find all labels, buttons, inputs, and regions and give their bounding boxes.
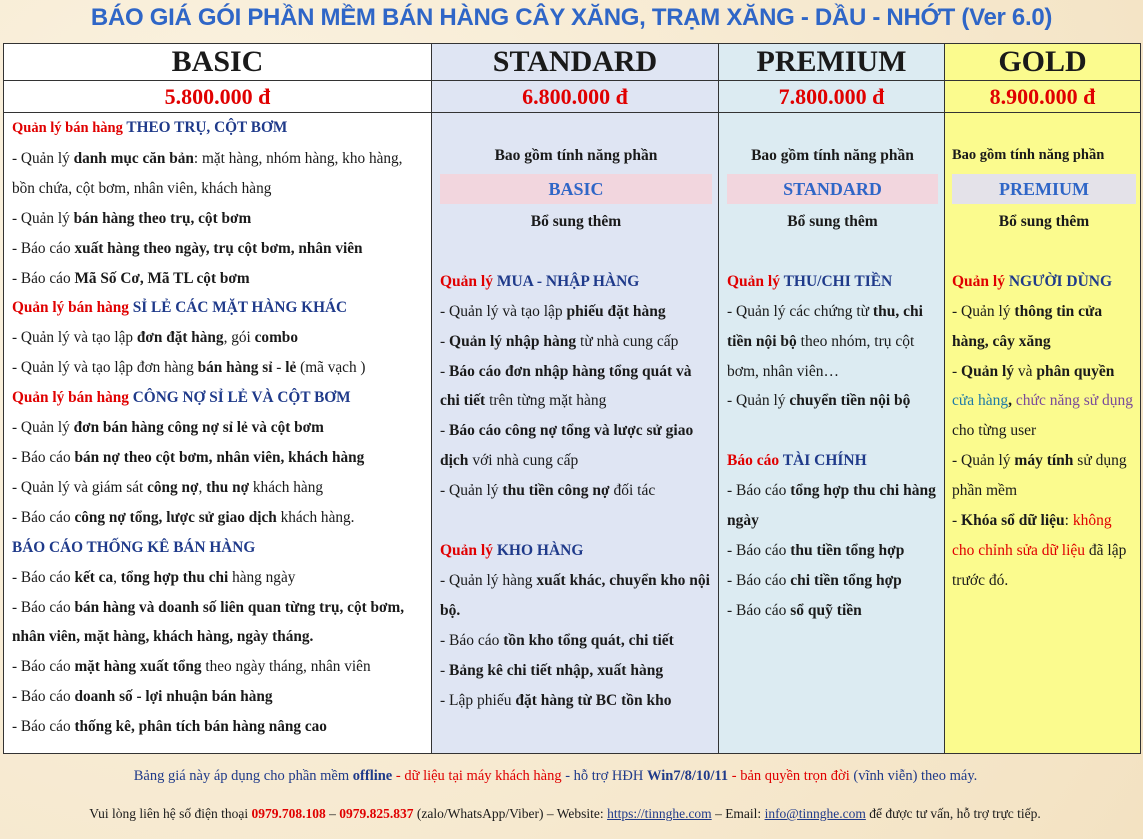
- included-plan-tag: PREMIUM: [952, 174, 1136, 204]
- basic-features: [4, 113, 432, 754]
- extra-label: Bổ sung thêm: [530, 212, 622, 230]
- premium-features: [719, 113, 945, 754]
- feature-item: - Báo cáo chi tiền tổng hợp: [727, 571, 902, 589]
- feature-item: - Quản lý và tạo lập phiếu đặt hàng: [440, 302, 666, 320]
- feature-item: - Báo cáo mặt hàng xuất tổng theo ngày tháng, nhân viên: [12, 658, 371, 676]
- section-heading: Báo cáo TÀI CHÍNH: [727, 452, 867, 470]
- feature-item: - Báo cáo công nợ tổng, lược sử giao dịch khách hàng.: [12, 508, 355, 526]
- feature-item: - Quản lý và giám sát công nợ, thu nợ khách hàng: [12, 478, 323, 496]
- feature-item: - Báo cáo Mã Số Cơ, Mã TL cột bơm: [12, 269, 250, 287]
- extra-label: Bổ sung thêm: [787, 212, 878, 230]
- section-heading: Quản lý bán hàng THEO TRỤ, CỘT BƠM: [12, 119, 288, 136]
- feature-item: - Báo cáo kết ca, tổng hợp thu chi hàng ngày: [12, 568, 296, 586]
- feature-item: - Báo cáo sổ quỹ tiền: [727, 601, 862, 619]
- section-heading: Quản lý bán hàng CÔNG NỢ SỈ LẺ VÀ CỘT BƠM: [12, 389, 351, 407]
- gold-features: [945, 113, 1141, 754]
- section-heading: Quản lý THU/CHI TIỀN: [727, 272, 893, 290]
- phone-2: 0979.825.837: [339, 806, 414, 821]
- feature-item: - Quản lý nhập hàng từ nhà cung cấp: [440, 332, 679, 350]
- phone-1: 0979.708.108: [251, 806, 326, 821]
- plan-price-premium: 7.800.000 đ: [719, 81, 945, 113]
- website-link[interactable]: https://tinnghe.com: [607, 806, 712, 821]
- plan-price-gold: 8.900.000 đ: [945, 81, 1141, 113]
- plan-price-basic: 5.800.000 đ: [4, 81, 432, 113]
- feature-item: - Quản lý hàng xuất khác, chuyển kho nội bộ.: [440, 571, 710, 619]
- extra-label: Bổ sung thêm: [998, 212, 1090, 230]
- feature-item: - Quản lý thông tin cửa hàng, cây xăng: [952, 302, 1103, 350]
- feature-item: - Báo cáo thu tiền tổng hợp: [727, 542, 905, 560]
- feature-item: - Báo cáo xuất hàng theo ngày, trụ cột bơm, nhân viên: [12, 239, 363, 257]
- feature-item: - Lập phiếu đặt hàng từ BC tồn kho: [440, 691, 672, 709]
- feature-item: - Quản lý chuyển tiền nội bộ: [727, 392, 911, 410]
- feature-item: - Quản lý bán hàng theo trụ, cột bơm: [12, 209, 252, 227]
- section-heading: Quản lý bán hàng SỈ LẺ CÁC MẶT HÀNG KHÁC: [12, 299, 348, 317]
- feature-item: - Báo cáo bán hàng và doanh số liên quan từng trụ, cột bơm, nhân viên, mặt hàng, khách hàng, ngày tháng.: [12, 598, 405, 646]
- plan-name-premium: PREMIUM: [719, 44, 945, 81]
- feature-item: - Báo cáo doanh số - lợi nhuận bán hàng: [12, 688, 273, 706]
- section-heading: Quản lý NGƯỜI DÙNG: [952, 272, 1113, 290]
- includes-label: Bao gồm tính năng phần: [952, 147, 1105, 163]
- feature-item: - Quản lý và phân quyền cửa hàng, chức năng sử dụng cho từng user: [952, 362, 1134, 440]
- feature-item: - Báo cáo bán nợ theo cột bơm, nhân viên, khách hàng: [12, 448, 365, 466]
- includes-label: Bao gồm tính năng phần: [751, 147, 914, 164]
- feature-item: - Báo cáo tổng hợp thu chi hàng ngày: [727, 482, 936, 530]
- email-link[interactable]: info@tinnghe.com: [764, 806, 866, 821]
- includes-label: Bao gồm tính năng phần: [494, 147, 658, 164]
- page-title: BÁO GIÁ GÓI PHẦN MỀM BÁN HÀNG CÂY XĂNG, TRẠM XĂNG - DẦU - NHỚT (Ver 6.0): [90, 4, 1053, 31]
- feature-item: - Bảng kê chi tiết nhập, xuất hàng: [440, 661, 664, 679]
- feature-item: - Báo cáo đơn nhập hàng tổng quát và chi tiết trên từng mặt hàng: [440, 362, 692, 410]
- feature-item: - Báo cáo công nợ tổng và lược sử giao dịch với nhà cung cấp: [440, 422, 694, 470]
- plan-name-basic: BASIC: [4, 44, 432, 81]
- feature-item: - Khóa sổ dữ liệu: không cho chỉnh sửa dữ liệu đã lập trước đó.: [952, 512, 1127, 589]
- feature-item: - Quản lý và tạo lập đơn hàng bán hàng sỉ - lẻ (mã vạch ): [12, 359, 366, 377]
- plan-price-standard: 6.800.000 đ: [432, 81, 719, 113]
- section-heading: Quản lý MUA - NHẬP HÀNG: [440, 272, 640, 290]
- feature-item: - Quản lý và tạo lập đơn đặt hàng, gói combo: [12, 329, 298, 347]
- feature-item: - Quản lý các chứng từ thu, chi tiền nội bộ theo nhóm, trụ cột bơm, nhân viên…: [727, 302, 923, 380]
- feature-item: - Báo cáo thống kê, phân tích bán hàng nâng cao: [12, 718, 327, 736]
- section-heading: BÁO CÁO THỐNG KÊ BÁN HÀNG: [12, 538, 256, 556]
- feature-item: - Báo cáo tồn kho tổng quát, chi tiết: [440, 631, 674, 649]
- feature-item: - Quản lý máy tính sử dụng phần mềm: [952, 452, 1127, 500]
- price-table: [3, 43, 1141, 754]
- standard-features: [432, 113, 719, 754]
- section-heading: Quản lý KHO HÀNG: [440, 542, 584, 560]
- footer-contact: Vui lòng liên hệ số điện thoại 0979.708.108 – 0979.825.837 (zalo/WhatsApp/Viber) – Website: https://tinnghe.com – Email: info@tinnghe.com để được tư vấn, hỗ trợ trực tiếp.: [89, 806, 1041, 821]
- feature-item: - Quản lý đơn bán hàng công nợ sỉ lẻ và cột bơm: [12, 419, 324, 437]
- plan-name-gold: GOLD: [945, 44, 1141, 81]
- footer-note: Bảng giá này áp dụng cho phần mềm offline - dữ liệu tại máy khách hàng - hỗ trợ HĐH Win7/8/10/11 - bản quyền trọn đời (vĩnh viễn) theo máy.: [133, 768, 978, 784]
- feature-item: - Quản lý danh mục căn bản: mặt hàng, nhóm hàng, kho hàng, bồn chứa, cột bơm, nhân viên, khách hàng: [12, 149, 403, 197]
- included-plan-tag: STANDARD: [727, 174, 938, 204]
- feature-item: - Quản lý thu tiền công nợ đối tác: [440, 482, 656, 500]
- included-plan-tag: BASIC: [440, 174, 712, 204]
- plan-name-standard: STANDARD: [432, 44, 719, 81]
